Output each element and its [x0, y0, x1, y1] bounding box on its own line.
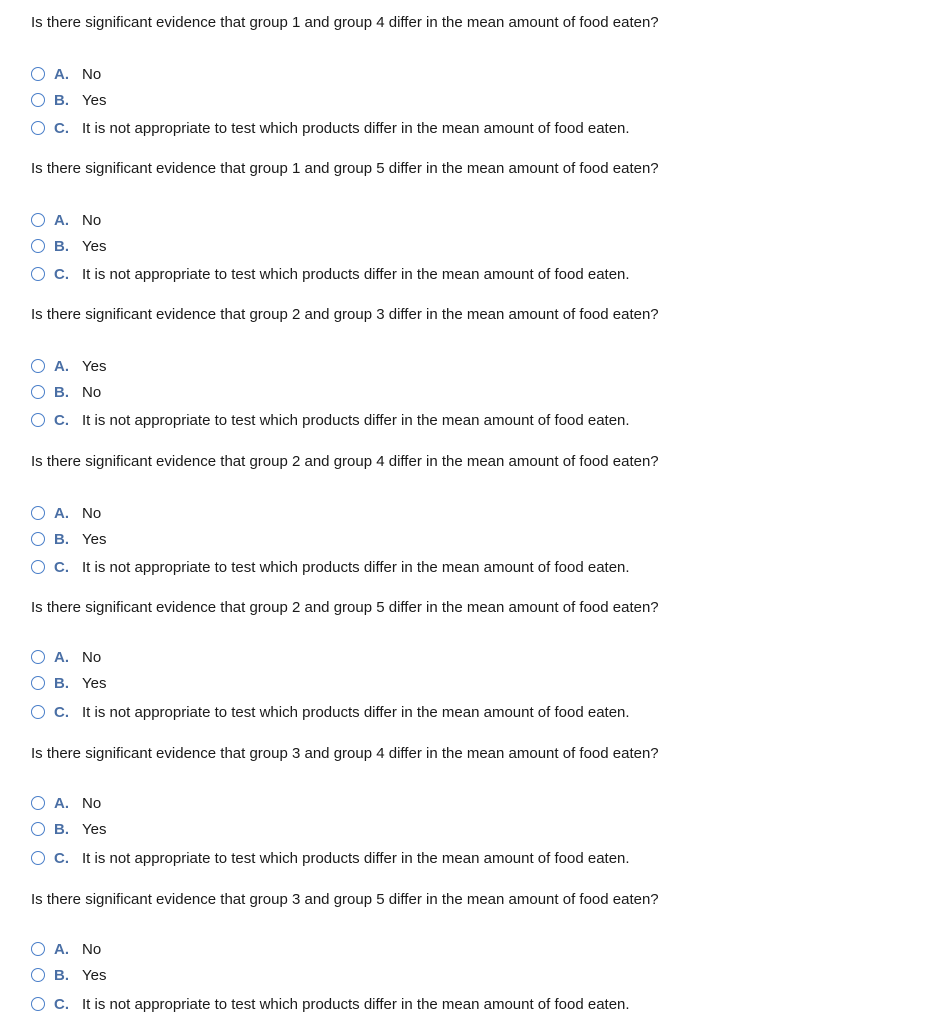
option-c[interactable]	[31, 847, 630, 869]
question-text: Is there significant evidence that group 1 and group 4 differ in the mean amount of food eaten?	[31, 14, 659, 31]
option-label: It is not appropriate to test which products differ in the mean amount of food eaten.	[82, 703, 630, 721]
radio-button[interactable]	[31, 997, 45, 1011]
option-label: No	[82, 65, 102, 83]
option-label: No	[82, 504, 102, 522]
radio-button[interactable]	[31, 359, 45, 373]
option-label: No	[82, 211, 102, 229]
option-c[interactable]	[31, 993, 630, 1015]
radio-button[interactable]	[31, 796, 45, 810]
question-text: Is there significant evidence that group 3 and group 4 differ in the mean amount of food eaten?	[31, 745, 659, 762]
radio-button[interactable]	[31, 942, 45, 956]
option-letter: B.	[54, 91, 69, 109]
option-a[interactable]	[31, 209, 101, 231]
radio-button[interactable]	[31, 67, 45, 81]
option-letter: B.	[54, 674, 69, 692]
option-label: No	[82, 794, 102, 812]
option-c[interactable]	[31, 701, 630, 723]
option-c[interactable]	[31, 263, 630, 285]
option-letter: C.	[54, 265, 69, 283]
option-label: Yes	[82, 820, 107, 838]
radio-button[interactable]	[31, 650, 45, 664]
option-b[interactable]	[31, 964, 106, 986]
option-label: It is not appropriate to test which products differ in the mean amount of food eaten.	[82, 849, 630, 867]
option-a[interactable]	[31, 792, 101, 814]
option-a[interactable]	[31, 938, 101, 960]
option-letter: C.	[54, 995, 69, 1013]
radio-button[interactable]	[31, 506, 45, 520]
option-letter: A.	[54, 211, 69, 229]
option-letter: A.	[54, 940, 69, 958]
question-text: Is there significant evidence that group 2 and group 5 differ in the mean amount of food eaten?	[31, 599, 659, 616]
radio-button[interactable]	[31, 239, 45, 253]
option-b[interactable]	[31, 235, 106, 257]
option-label: It is not appropriate to test which products differ in the mean amount of food eaten.	[82, 558, 630, 576]
option-label: Yes	[82, 91, 107, 109]
option-c[interactable]	[31, 556, 630, 578]
radio-button[interactable]	[31, 267, 45, 281]
option-letter: A.	[54, 794, 69, 812]
option-a[interactable]	[31, 502, 101, 524]
option-label: Yes	[82, 674, 107, 692]
option-a[interactable]	[31, 646, 101, 668]
radio-button[interactable]	[31, 93, 45, 107]
question-text: Is there significant evidence that group 2 and group 4 differ in the mean amount of food eaten?	[31, 453, 659, 470]
radio-button[interactable]	[31, 213, 45, 227]
option-letter: A.	[54, 504, 69, 522]
option-b[interactable]	[31, 89, 106, 111]
option-b[interactable]	[31, 672, 106, 694]
option-letter: A.	[54, 65, 69, 83]
radio-button[interactable]	[31, 968, 45, 982]
option-letter: C.	[54, 703, 69, 721]
option-label: Yes	[82, 530, 107, 548]
radio-button[interactable]	[31, 121, 45, 135]
question-text: Is there significant evidence that group 1 and group 5 differ in the mean amount of food eaten?	[31, 160, 659, 177]
question-text: Is there significant evidence that group 2 and group 3 differ in the mean amount of food eaten?	[31, 306, 659, 323]
option-label: No	[82, 648, 102, 666]
radio-button[interactable]	[31, 560, 45, 574]
option-letter: A.	[54, 648, 69, 666]
option-label: Yes	[82, 237, 107, 255]
option-label: It is not appropriate to test which products differ in the mean amount of food eaten.	[82, 411, 630, 429]
option-label: No	[82, 383, 102, 401]
question-text: Is there significant evidence that group 3 and group 5 differ in the mean amount of food eaten?	[31, 891, 659, 908]
option-b[interactable]	[31, 528, 106, 550]
option-c[interactable]	[31, 117, 630, 139]
radio-button[interactable]	[31, 822, 45, 836]
option-b[interactable]	[31, 818, 106, 840]
radio-button[interactable]	[31, 676, 45, 690]
option-label: It is not appropriate to test which products differ in the mean amount of food eaten.	[82, 119, 630, 137]
option-letter: B.	[54, 966, 69, 984]
option-letter: C.	[54, 411, 69, 429]
option-label: No	[82, 940, 102, 958]
option-a[interactable]	[31, 63, 101, 85]
option-letter: A.	[54, 357, 69, 375]
option-letter: B.	[54, 820, 69, 838]
radio-button[interactable]	[31, 413, 45, 427]
radio-button[interactable]	[31, 385, 45, 399]
option-b[interactable]	[31, 381, 101, 403]
option-label: It is not appropriate to test which products differ in the mean amount of food eaten.	[82, 265, 630, 283]
radio-button[interactable]	[31, 851, 45, 865]
option-letter: B.	[54, 237, 69, 255]
option-letter: C.	[54, 119, 69, 137]
radio-button[interactable]	[31, 705, 45, 719]
option-label: Yes	[82, 966, 107, 984]
option-label: Yes	[82, 357, 107, 375]
option-c[interactable]	[31, 409, 630, 431]
option-letter: C.	[54, 558, 69, 576]
option-letter: B.	[54, 530, 69, 548]
option-a[interactable]	[31, 355, 106, 377]
radio-button[interactable]	[31, 532, 45, 546]
option-letter: B.	[54, 383, 69, 401]
option-label: It is not appropriate to test which products differ in the mean amount of food eaten.	[82, 995, 630, 1013]
option-letter: C.	[54, 849, 69, 867]
